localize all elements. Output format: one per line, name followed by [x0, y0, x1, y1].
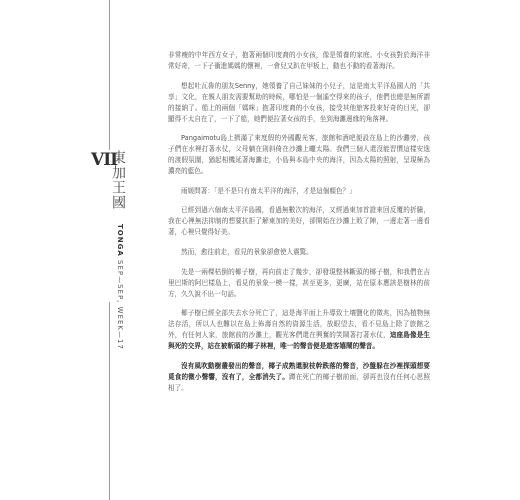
paragraph-9: [168, 361, 430, 394]
paragraph-4: 雨媛問著：「是不是只有南太平洋的海洋，才是這個顏色？」: [181, 186, 356, 195]
paragraph-9-tail: 蹲在死亡的椰子樹前面，卻再也沒有任何心思照相了。: [168, 372, 431, 392]
paragraph-6: 然而，愈往前走，看見的景象卻愈使人震驚。: [181, 247, 313, 256]
chapter-number: VII: [91, 150, 118, 170]
paragraph-5: 已經到過六個南太平洋島國，看過無數次的海洋，又經過東加首證來回反覆的折騰，我在心裡無法抑制的想要抗拒了解東加的美好，卻開始在沙灘上敗了陣，一邊走著一邊看著，心裡只覺得好美。: [168, 206, 430, 237]
chapter-subtitle-date: SEP—SEP, WEEK—17: [116, 259, 124, 350]
chapter-title: 東加王國: [110, 150, 126, 210]
body-text: [168, 50, 430, 402]
paragraph-8-emphasis: 這座島像是生與死的交界，站在被斬頭的椰子林裡，唯一的聲音便是遊客嬉鬧的聲音。: [168, 331, 431, 351]
chapter-subtitle: [112, 224, 124, 350]
paragraph-3: Pangaimotu島上擠滿了來度假的外國觀光客，旅館和酒吧便設在島上的沙灘旁，孩子們在水裡打著水仗，父母躺在則斜倚在沙灘上曬太陽。我們三個人還沒能習慣這樣安逸的渡假氛圍，猶起相機延著海灘走，小島與本島中央的海洋，因為太陽的照射，呈現極為濃亮的藍色。: [168, 134, 430, 176]
paragraph-8: [168, 308, 430, 352]
chapter-subtitle-country: TONGA: [116, 224, 124, 257]
paragraph-7: 先是一兩棵枯倒的椰子樹，再向前走了幾步，卻發現整林斷頭的椰子樹，和我們在吉里巴斯的阿巴樣島上，看見的景象一模一樣，甚至更多，更廣，站在原本應該是樹林的前方，久久說不出一句話。: [168, 267, 430, 298]
paragraph-8-text: 椰子樹已經全部失去水分死亡了，這是海平面上升導致土壤鹽化的徵兆，因為植物無法存活，所以人也難以在島上佈壽自然的資源生活，放眼望去，看不見島上除了旅館之外，有任何人家，旅館前的沙灘上，觀光客們還在興奮的笑鬧著打著水仗，: [168, 309, 430, 340]
paragraph-1: 非常瘦的中年西方女子，抱著兩個印度裔的小女孩，像是領養的家庭。小女孩對於海洋非常好奇，一下子衝進媽媽的懷裡，一會兒又趴在甲板上，動也不動的看著海洋。: [168, 51, 430, 70]
paragraph-2: 想起吐瓦魯的朋友Senny，她領養了自己妹妹的小兒子，這是南太平洋島國人的「共享」文化，在親人朋友需要幫助的時候，哪怕是一個遙空得來的孩子，他們也總是無所謂的接納了。船上的兩個「媽咪」抱著印度裔的小女孩，接受其他旅客投來好奇的目光，卻顯得不太自在了，一下了船，她們便拉著女孩的手，坐到海灘邊緣的角落裡。: [168, 81, 430, 123]
paragraph-9-emphasis: 沒有風吹動樹叢發出的聲音，椰子成熟還脫枝幹跌落的聲音，沙盤躲在沙裡探頭想要覓食的微小聲響，沒有了，全都消失了。: [168, 361, 430, 381]
